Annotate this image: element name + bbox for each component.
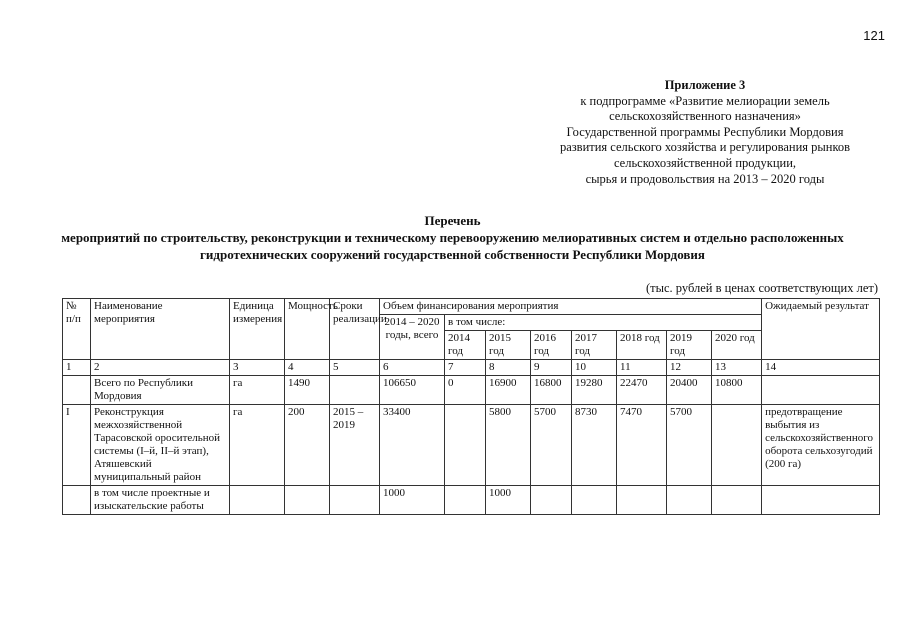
cell-year: 1000 [486, 486, 531, 515]
cell-total: 106650 [380, 376, 445, 405]
column-number: 8 [486, 360, 531, 376]
header-year: 2016 год [531, 331, 572, 360]
cell-result: предотвращение выбытия из сельскохозяйственного оборота сельхозугодий (200 га) [762, 405, 880, 486]
cell-unit [230, 486, 285, 515]
header-funding: Объем финансирования мероприятия [380, 299, 762, 315]
column-number: 2 [91, 360, 230, 376]
appendix-line: развития сельского хозяйства и регулирования рынков [559, 140, 851, 155]
cell-name: Всего по Республики Мордовия [91, 376, 230, 405]
header-year: 2017 год [572, 331, 617, 360]
cell-year [667, 486, 712, 515]
appendix-line: Государственной программы Республики Мордовия [566, 124, 844, 139]
cell-period: 2015 – 2019 [330, 405, 380, 486]
appendix-line: к подпрограмме «Развитие мелиорации земель [580, 93, 830, 108]
appendix-line: сельскохозяйственного назначения» [609, 109, 801, 124]
cell-capacity [285, 486, 330, 515]
cell-year [572, 486, 617, 515]
cell-year: 5800 [486, 405, 531, 486]
cell-year: 7470 [617, 405, 667, 486]
cell-year: 20400 [667, 376, 712, 405]
cell-year [617, 486, 667, 515]
header-unit: Единица измерения [230, 299, 285, 360]
header-year: 2014 год [445, 331, 486, 360]
cell-year: 19280 [572, 376, 617, 405]
units-note: (тыс. рублей в ценах соответствующих лет) [645, 281, 878, 295]
column-number: 5 [330, 360, 380, 376]
header-result: Ожидаемый результат [762, 299, 880, 360]
column-number: 7 [445, 360, 486, 376]
cell-capacity: 200 [285, 405, 330, 486]
column-number: 4 [285, 360, 330, 376]
cell-period [330, 376, 380, 405]
cell-year: 5700 [531, 405, 572, 486]
header-year: 2018 год [617, 331, 667, 360]
header-total: 2014 – 2020 годы, всего [380, 315, 445, 360]
cell-year [712, 486, 762, 515]
column-number: 12 [667, 360, 712, 376]
cell-result [762, 486, 880, 515]
cell-period [330, 486, 380, 515]
cell-year: 0 [445, 376, 486, 405]
cell-year: 10800 [712, 376, 762, 405]
document-title [0, 212, 905, 263]
header-including: в том числе: [445, 315, 762, 331]
column-number: 1 [63, 360, 91, 376]
column-number: 14 [762, 360, 880, 376]
cell-year: 8730 [572, 405, 617, 486]
cell-unit: га [230, 405, 285, 486]
appendix-block [500, 78, 905, 187]
header-year: 2020 год [712, 331, 762, 360]
header-capacity: Мощность [285, 299, 330, 360]
cell-result [762, 376, 880, 405]
cell-year: 16900 [486, 376, 531, 405]
appendix-line: сельскохозяйственной продукции, [613, 155, 797, 170]
cell-num: I [63, 405, 91, 486]
table-row [63, 405, 880, 486]
cell-year: 5700 [667, 405, 712, 486]
table-row [63, 486, 880, 515]
cell-unit: га [230, 376, 285, 405]
title-heading: Перечень [424, 213, 481, 228]
cell-total: 1000 [380, 486, 445, 515]
measures-table [62, 298, 880, 515]
cell-year: 16800 [531, 376, 572, 405]
cell-year: 22470 [617, 376, 667, 405]
header-name: Наименование мероприятия [91, 299, 230, 360]
title-subtitle: мероприятий по строительству, реконструкции и техническому перевооружению мелиоративных систем и отдельно расположенных гидротехнических сооружений государственной собственности Республики Мордовия [61, 230, 844, 262]
cell-year [531, 486, 572, 515]
column-number: 10 [572, 360, 617, 376]
cell-name: в том числе проектные и изыскательские работы [91, 486, 230, 515]
header-year: 2019 год [667, 331, 712, 360]
appendix-heading: Приложение 3 [664, 78, 746, 92]
column-number: 6 [380, 360, 445, 376]
cell-name: Реконструкция межхозяйственной Тарасовской оросительной системы (I–й, II–й этап), Атяшевский муниципальный район [91, 405, 230, 486]
cell-num [63, 486, 91, 515]
header-num: № п/п [63, 299, 91, 360]
page-number: 121 [863, 28, 885, 43]
cell-year [445, 486, 486, 515]
column-number: 3 [230, 360, 285, 376]
column-number: 9 [531, 360, 572, 376]
header-row [63, 299, 880, 315]
header-year: 2015 год [486, 331, 531, 360]
column-number: 11 [617, 360, 667, 376]
table-row [63, 376, 880, 405]
header-period: Сроки реализации [330, 299, 380, 360]
column-number-row [63, 360, 880, 376]
cell-total: 33400 [380, 405, 445, 486]
cell-year [445, 405, 486, 486]
appendix-line: сырья и продовольствия на 2013 – 2020 годы [585, 171, 825, 186]
column-number: 13 [712, 360, 762, 376]
cell-capacity: 1490 [285, 376, 330, 405]
cell-year [712, 405, 762, 486]
cell-num [63, 376, 91, 405]
